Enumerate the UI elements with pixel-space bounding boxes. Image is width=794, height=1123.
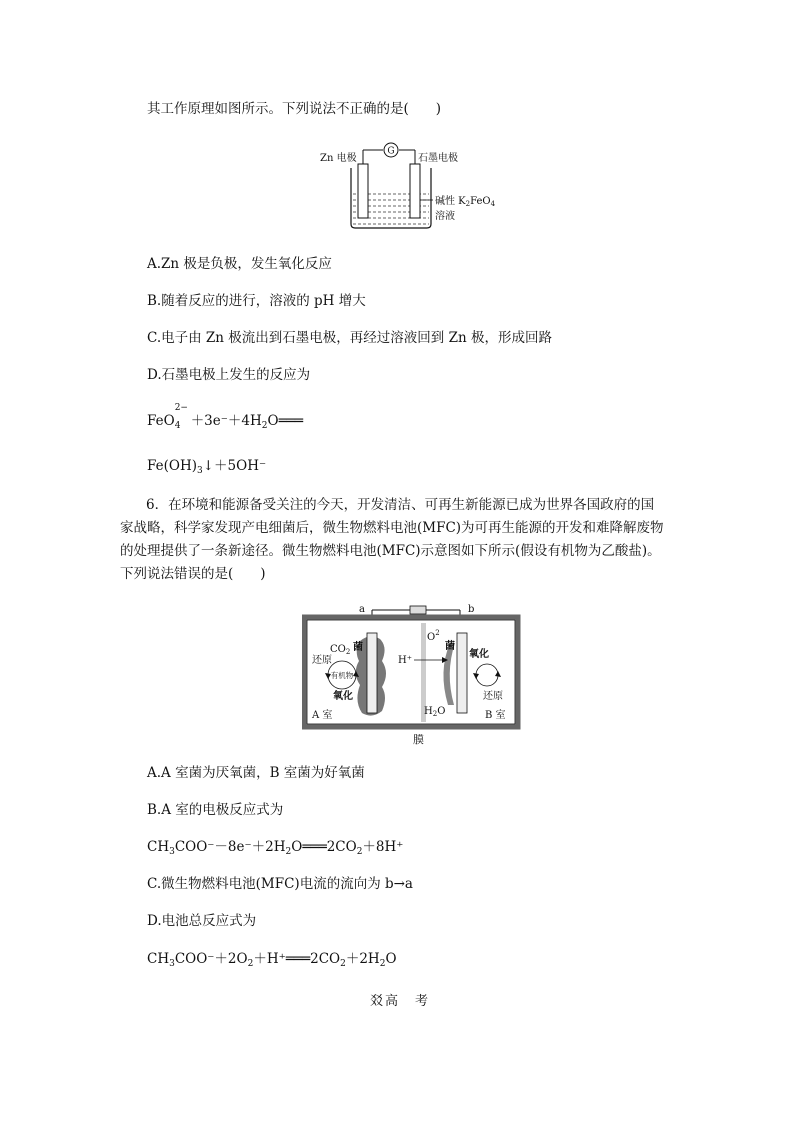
solution-label-line2: 溶液 — [435, 211, 455, 222]
room-b-label: B 室 — [485, 710, 506, 721]
zn-electrode-label: Zn 电极 — [320, 153, 357, 164]
q5-d-equation-line2: $Fe(OH)_3↓+5OH^-$ — [147, 458, 267, 476]
q5-option-d[interactable]: D.石墨电极上发生的反应为 — [147, 367, 311, 383]
bacteria-a-label: 菌 — [353, 642, 363, 653]
h2o-label: $H_2O$ — [424, 706, 446, 718]
q6-option-b[interactable]: B.A 室的电极反应式为 — [147, 802, 284, 818]
q6-b-equation: $CH_3COO^--8e^-+2H_2O═══2CO_2+8H^+$ — [147, 839, 404, 857]
bacteria-b-label: 菌 — [445, 641, 455, 652]
q6-stem: 6．在环境和能源备受关注的今天，开发清洁、可再生新能源已成为世界各国政府的国家战略，科学家发现产电细菌后，微生物燃料电池(MFC)为可再生能源的开发和难降解废物的处理提供了一条新途径。微生物燃料电池(MFC)示意图如下所示(假设有机物为乙酸盐)。下列说法错误的是( ) — [120, 497, 664, 582]
cycle-b-icon — [476, 664, 498, 686]
co2-label: $CO_2$ — [330, 644, 351, 656]
q6-option-d[interactable]: D.电池总反应式为 — [147, 913, 257, 929]
room-a-label: A 室 — [312, 710, 333, 721]
q6-option-c[interactable]: C.微生物燃料电池(MFC)电流的流向为 b→a — [147, 876, 413, 892]
electrode-b-label: b — [468, 604, 475, 615]
electrode-a — [367, 633, 377, 713]
organic-matter-label: 有机物 — [330, 671, 354, 680]
q5-stem: 其工作原理如图所示。下列说法不正确的是( ) — [147, 101, 442, 117]
q5-option-c[interactable]: C.电子由 Zn 极流出到石墨电极，再经过溶液回到 Zn 极，形成回路 — [147, 330, 552, 346]
o2-label: $O^2$ — [427, 629, 440, 643]
q5-option-a[interactable]: A.Zn 极是负极，发生氧化反应 — [147, 256, 332, 272]
graphite-electrode — [410, 164, 420, 218]
membrane-label: 膜 — [413, 733, 424, 746]
h-plus-label: H⁺ — [398, 655, 412, 666]
reduction-a-label: 还原 — [312, 655, 332, 666]
resistor-icon — [410, 606, 426, 614]
graphite-electrode-label: 石墨电极 — [418, 153, 458, 164]
reduction-b-label: 还原 — [483, 691, 503, 702]
page-footer: 㸚高 考 — [370, 994, 431, 1009]
q5-option-b[interactable]: B.随着反应的进行，溶液的 pH 增大 — [147, 293, 366, 309]
mfc-diagram — [302, 601, 522, 749]
electrode-a-label: a — [359, 604, 365, 615]
zn-k2feo4-cell-diagram — [318, 140, 518, 232]
electrode-b — [457, 633, 467, 713]
q5-d-equation-line1: FeO 2− $_4 +3e^-+4H_2O═══$ — [147, 403, 303, 431]
solution-label-line1: 碱性 $K_2FeO_4$ — [435, 196, 496, 208]
oxidation-a-label: 氧化 — [333, 691, 353, 702]
oxidation-b-label: 氧化 — [469, 649, 489, 660]
q6-d-equation: $CH_3COO^-+2O_2+H^+═══2CO_2+2H_2O$ — [147, 951, 397, 969]
zn-electrode — [358, 164, 368, 218]
q6-option-a[interactable]: A.A 室菌为厌氧菌，B 室菌为好氧菌 — [147, 765, 365, 781]
galvanometer-label: G — [387, 146, 395, 157]
